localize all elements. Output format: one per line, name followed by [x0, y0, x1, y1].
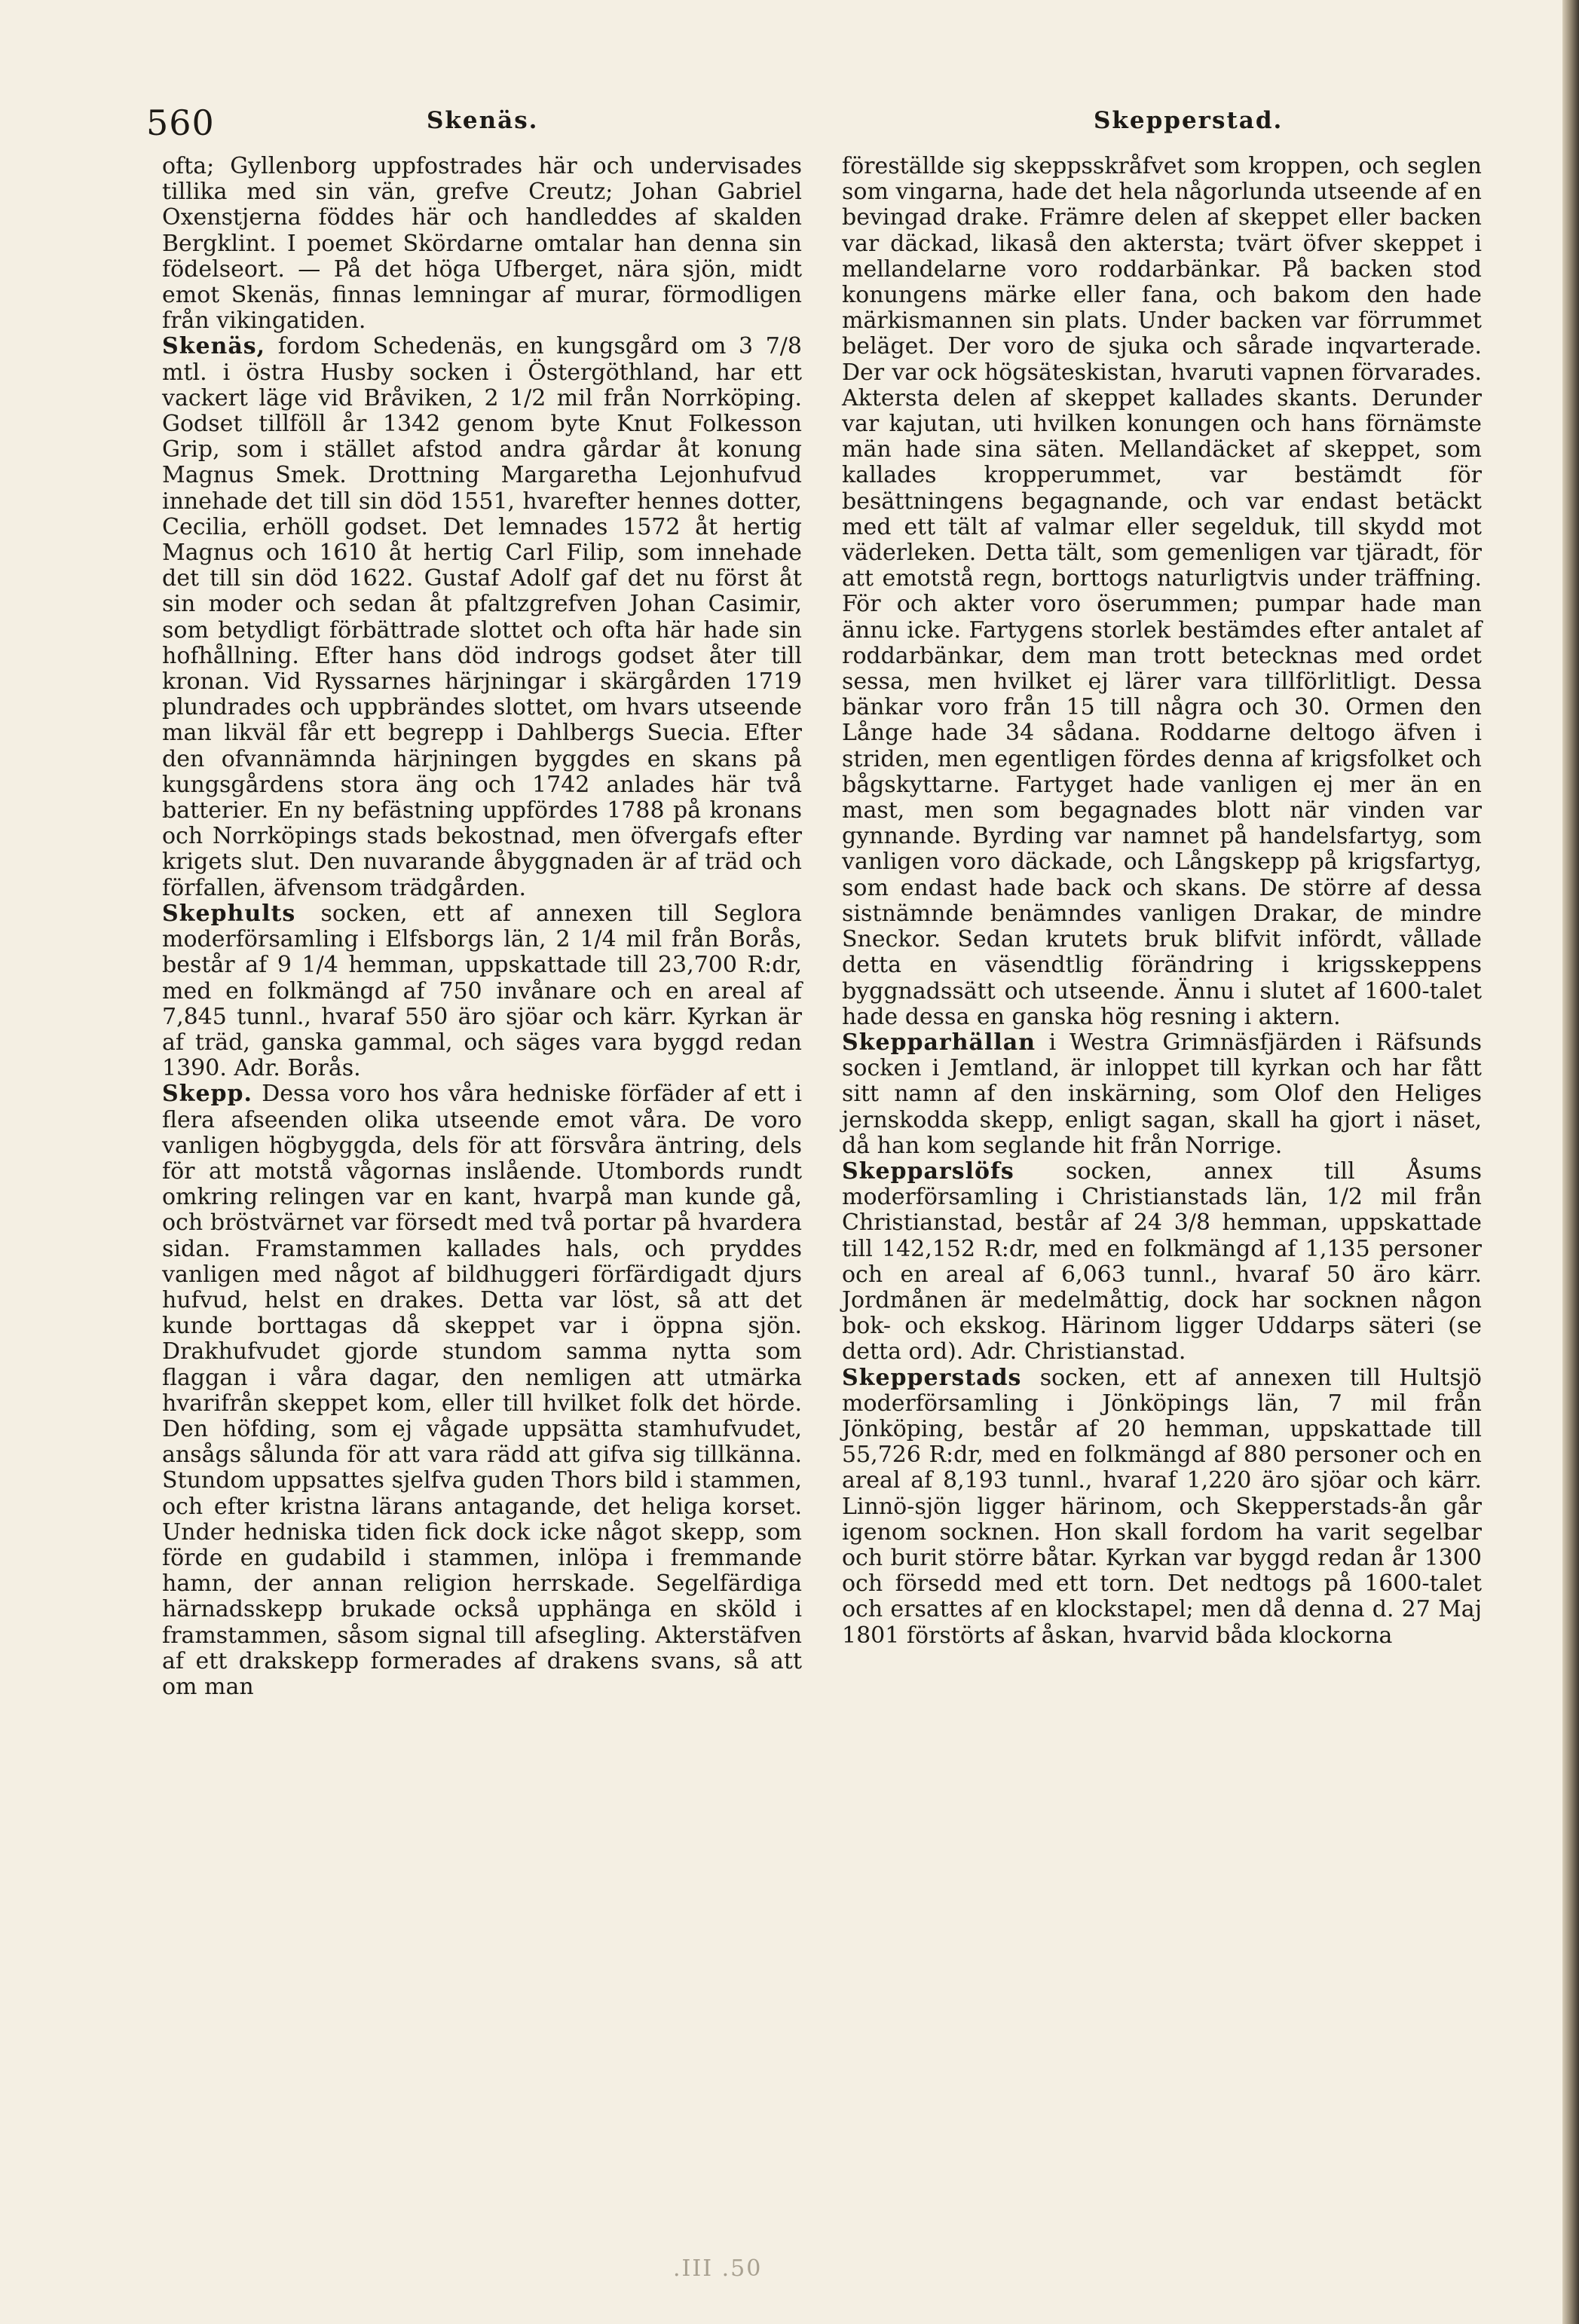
entry-headword: Skepp. [162, 1081, 252, 1108]
entry-headword: Skephults [162, 900, 296, 927]
entry-text: socken, annex till Åsums moderförsamling i Christianstads län, 1/2 mil från Christianstad, består af 24 3/8 hemman, uppskattade till 142,152 R:dr, med en folkmängd af 1,135 personer och en areal af 6,063 tunnl., hvaraf 50 äro kärr. Jordmånen är medelmåttig, dock har socknen någon bok- och ekskog. Härinom ligger Uddarps säteri (se detta ord). Adr. Christianstad. [842, 1157, 1482, 1365]
entry-skepp [162, 1081, 802, 1700]
entry-text: föreställde sig skeppsskråfvet som kroppen, och seglen som vingarna, hade det hela någorlunda utseende af en bevingad drake. Främre delen af skeppet eller backen var däckad, likaså den aktersta; tvärt öfver skeppet i mellandelarne voro roddarbänkar. På backen stod konungens märke eller fana, och bakom den hade märkismannen sin plats. Under backen var förrummet beläget. Der voro de sjuka och sårade inqvarterade. Der var ock högsäteskistan, hvaruti vapnen förvarades. Aktersta delen af skeppet kallades skants. Derunder var kajutan, uti hvilken konungen och hans förnämste män hade sina säten. Mellandäcket af skeppet, som kallades kropperummet, var bestämdt för besättningens begagnande, och var endast betäckt med ett tält af valmar eller segelduk, till skydd mot väderleken. Detta tält, som gemenligen var tjäradt, för att emotstå regn, borttogs naturligtvis under träffning. För och akter voro öserummen; pumpar hade man ännu icke. Fartygens storlek bestämdes efter antalet af roddarbänkar, dem man trott betecknas med ordet sessa, men hvilket ej lärer vara tillförlitligt. Dessa bänkar voro från 15 till några och 30. Ormen den Långe hade 34 sådana. Roddarne deltogo äfven i striden, men egentligen fördes denna af krigsfolket och bågskyttarne. Fartyget hade vanligen ej mer än en mast, men som begagnades blott när vinden var gynnande. Byrding var namnet på handelsfartyg, som vanligen voro däckade, och Långskepp på krigsfartyg, som endast hade back och skans. De större af dessa sistnämnde benämndes vanligen Drakar, de mindre Sneckor. Sedan krutets bruk blifvit infördt, vållade detta en väsendtlig förändring i krigsskeppens byggnadssätt och utseende. Ännu i slutet af 1600-talet hade dessa en ganska hög resning i aktern. [842, 153, 1482, 1030]
entry-headword: Skepparhällan [842, 1029, 1036, 1056]
entry-skenas [162, 334, 802, 901]
entry-headword: Skepperstads [842, 1364, 1022, 1391]
left-text-column [162, 154, 802, 1700]
entry-skephults [162, 901, 802, 1081]
faint-footer-mark: .III .50 [673, 2255, 763, 2282]
entry-text: Dessa voro hos våra hedniske förfäder af ett i flera afseenden olika utseende emot våra. De voro vanligen högbyggda, dels för att försvåra äntring, dels för att motstå vågornas inslående. Utombords rundt omkring relingen var en kant, hvarpå man kunde gå, och bröstvärnet var försedt med två portar på hvardera sidan. Framstammen kallades hals, och pryddes vanligen med något af bildhuggeri förfärdigadt djurs hufvud, helst en drakes. Detta var löst, så att det kunde borttagas då skeppet var i öppna sjön. Drakhufvudet gjorde stundom samma nytta som flaggan i våra dagar, den nemligen att utmärka hvarifrån skeppet kom, eller till hvilket folk det hörde. Den höfding, som ej vågade uppsätta stamhufvudet, ansågs sålunda för att vara rädd att gifva sig tillkänna. Stundom uppsattes sjelfva guden Thors bild i stammen, och efter kristna lärans antagande, det heliga korset. Under hedniska tiden fick dock icke något skepp, som förde en gudabild i stammen, inlöpa i fremmande hamn, der annan religion herrskade. Segelfärdiga härnadsskepp brukade också upphänga en sköld i framstammen, såsom signal till afsegling. Akterstäfven af ett drakskepp formerades af drakens svans, så att om man [162, 1081, 802, 1700]
entry-headword: Skepparslöfs [842, 1157, 1014, 1185]
entry-text: ofta; Gyllenborg uppfostrades här och undervisades tillika med sin vän, grefve Creutz; Johan Gabriel Oxenstjerna föddes här och handleddes af skalden Bergklint. I poemet Skördarne omtalar han denna sin födelseort. — På det höga Ufberget, nära sjön, midt emot Skenäs, finnas lemningar af murar, förmodligen från vikingatiden. [162, 153, 802, 335]
entry-continuation [842, 154, 1482, 1030]
right-text-column [842, 154, 1482, 1649]
entry-continuation [162, 154, 802, 334]
entry-text: socken, ett af annexen till Hultsjö moderförsamling i Jönköpings län, 7 mil från Jönköping, består af 20 hemman, uppskattade till 55,726 R:dr, med en folkmängd af 880 personer och en areal af 8,193 tunnl., hvaraf 1,220 äro sjöar och kärr. Linnö-sjön ligger härinom, och Skepperstads-ån går igenom socknen. Hon skall fordom ha varit segelbar och burit större båtar. Kyrkan var byggd redan år 1300 och försedd med ett torn. Det nedtogs på 1600-talet och ersattes af en klockstapel; men då denna d. 27 Maj 1801 förstörts af åskan, hvarvid båda klockorna [842, 1364, 1482, 1649]
page-number: 560 [146, 102, 215, 143]
entry-skepperstads [842, 1365, 1482, 1649]
running-head-left: Skenäs. [427, 107, 539, 134]
entry-text: i Westra Grimnäsfjärden i Räfsunds socken i Jemtland, är inloppet till kyrkan och har fått sitt namn af den inskärning, som Olof den Heliges jernskodda skepp, enligt sagan, skall ha gjort i näset, då han kom seglande hit från Norrige. [842, 1029, 1482, 1159]
entry-text: fordom Schedenäs, en kungsgård om 3 7/8 mtl. i östra Husby socken i Östergöthland, har ett vackert läge vid Bråviken, 2 1/2 mil från Norrköping. Godset tillföll år 1342 genom byte Knut Folkesson Grip, som i stället afstod andra gårdar åt konung Magnus Smek. Drottning Margaretha Lejonhufvud innehade det till sin död 1551, hvarefter hennes dotter, Cecilia, erhöll godset. Det lemnades 1572 åt hertig Magnus och 1610 åt hertig Carl Filip, som innehade det till sin död 1622. Gustaf Adolf gaf det nu först åt sin moder och sedan åt pfaltzgrefven Johan Casimir, som betydligt förbättrade slottet och ofta här hade sin hofhållning. Efter hans död indrogs godset åter till kronan. Vid Ryssarnes härjningar i skärgården 1719 plundrades och uppbrändes slottet, om hvars utseende man likväl får ett begrepp i Dahlbergs Suecia. Efter den ofvannämnda härjningen byggdes en skans på kungsgårdens stora äng och 1742 anlades här två batterier. En ny befästning uppfördes 1788 på kronans och Norrköpings stads bekostnad, men öfvergafs efter krigets slut. Den nuvarande åbyggnaden är af träd och förfallen, äfvensom trädgården. [162, 333, 802, 901]
entry-text: socken, ett af annexen till Seglora moderförsamling i Elfsborgs län, 2 1/4 mil från Borås, består af 9 1/4 hemman, uppskattade till 23,700 R:dr, med en folkmängd af 750 invånare och en areal af 7,845 tunnl., hvaraf 550 äro sjöar och kärr. Kyrkan är af träd, ganska gammal, och säges vara byggd redan 1390. Adr. Borås. [162, 900, 802, 1082]
entry-skepparslofs [842, 1159, 1482, 1365]
entry-headword: Skenäs, [162, 333, 266, 360]
running-head-right: Skepperstad. [1094, 107, 1284, 134]
page-edge-shadow [1562, 0, 1579, 2324]
entry-skepparhallan [842, 1030, 1482, 1159]
